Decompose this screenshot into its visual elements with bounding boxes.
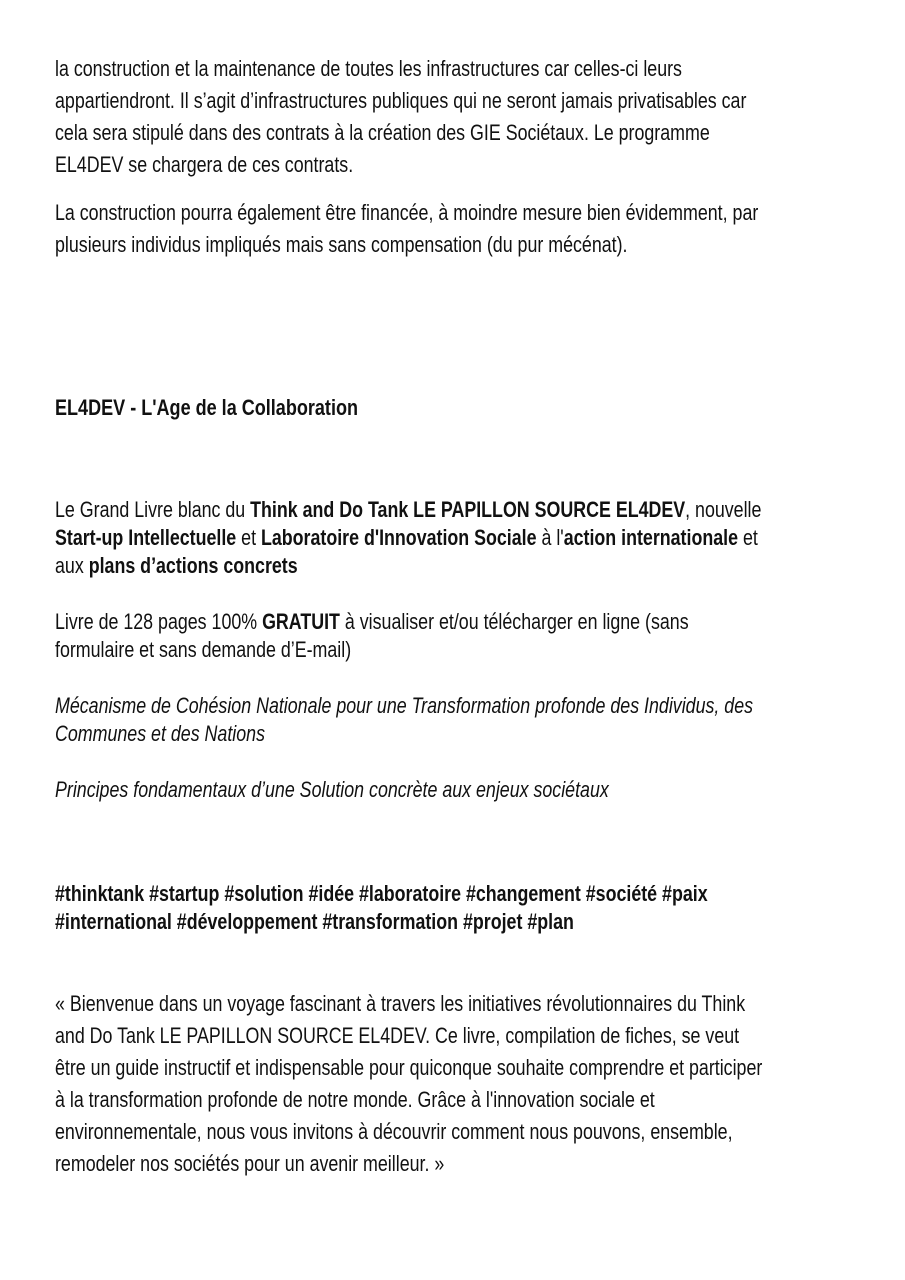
text-line: and Do Tank LE PAPILLON SOURCE EL4DEV. Ce livre, compilation de fiches, se veut bbox=[55, 1023, 740, 1048]
intro-bold-startup: Start-up Intellectuelle bbox=[55, 525, 237, 550]
text-line bbox=[55, 497, 761, 523]
text-line bbox=[55, 553, 298, 579]
subtitle-principles: Principes fondamentaux d’une Solution concrète aux enjeux sociétaux bbox=[55, 777, 609, 802]
text-line: cela sera stipulé dans des contrats à la création des GIE Sociétaux. Le programme bbox=[55, 120, 710, 145]
book-info-text: à visualiser et/ou télécharger en ligne (sans bbox=[339, 609, 689, 634]
book-info-text: Livre de 128 pages 100% bbox=[55, 609, 263, 634]
text-line: appartiendront. Il s’agit d’infrastructures publiques qui ne seront jamais privatisables car bbox=[55, 88, 747, 113]
intro-text: , nouvelle bbox=[685, 497, 762, 522]
text-line bbox=[55, 525, 758, 551]
text-line: EL4DEV se chargera de ces contrats. bbox=[55, 152, 354, 177]
intro-text: aux bbox=[55, 553, 89, 578]
text-line: environnementale, nous vous invitons à découvrir comment nous pouvons, ensemble, bbox=[55, 1119, 733, 1144]
text-line: remodeler nos sociétés pour un avenir meilleur. » bbox=[55, 1151, 445, 1176]
section-heading: EL4DEV - L'Age de la Collaboration bbox=[55, 395, 358, 420]
intro-bold-action: action internationale bbox=[563, 525, 738, 550]
hashtag-line: #thinktank #startup #solution #idée #laboratoire #changement #société #paix bbox=[55, 881, 708, 906]
intro-text: Le Grand Livre blanc du bbox=[55, 497, 251, 522]
text-line: être un guide instructif et indispensable pour quiconque souhaite comprendre et participer bbox=[55, 1055, 763, 1080]
intro-bold-org-name: Think and Do Tank LE PAPILLON SOURCE EL4DEV bbox=[250, 497, 686, 522]
text-line: la construction et la maintenance de toutes les infrastructures car celles-ci leurs bbox=[55, 56, 682, 81]
text-line: « Bienvenue dans un voyage fascinant à travers les initiatives révolutionnaires du Think bbox=[55, 991, 746, 1016]
text-line: La construction pourra également être financée, à moindre mesure bien évidemment, par bbox=[55, 200, 759, 225]
text-line: Mécanisme de Cohésion Nationale pour une Transformation profonde des Individus, des bbox=[55, 693, 754, 718]
intro-text: et bbox=[737, 525, 758, 550]
intro-text: à l' bbox=[536, 525, 564, 550]
intro-text: et bbox=[236, 525, 261, 550]
text-line: formulaire et sans demande d’E-mail) bbox=[55, 637, 352, 662]
text-line: à la transformation profonde de notre monde. Grâce à l'innovation sociale et bbox=[55, 1087, 655, 1112]
intro-bold-plans: plans d’actions concrets bbox=[88, 553, 298, 578]
text-line: Communes et des Nations bbox=[55, 721, 265, 746]
text-line bbox=[55, 609, 689, 635]
text-line: plusieurs individus impliqués mais sans compensation (du pur mécénat). bbox=[55, 232, 628, 257]
intro-bold-lab: Laboratoire d'Innovation Sociale bbox=[260, 525, 537, 550]
book-info-free-label: GRATUIT bbox=[262, 609, 340, 634]
hashtag-line: #international #développement #transformation #projet #plan bbox=[55, 909, 574, 934]
